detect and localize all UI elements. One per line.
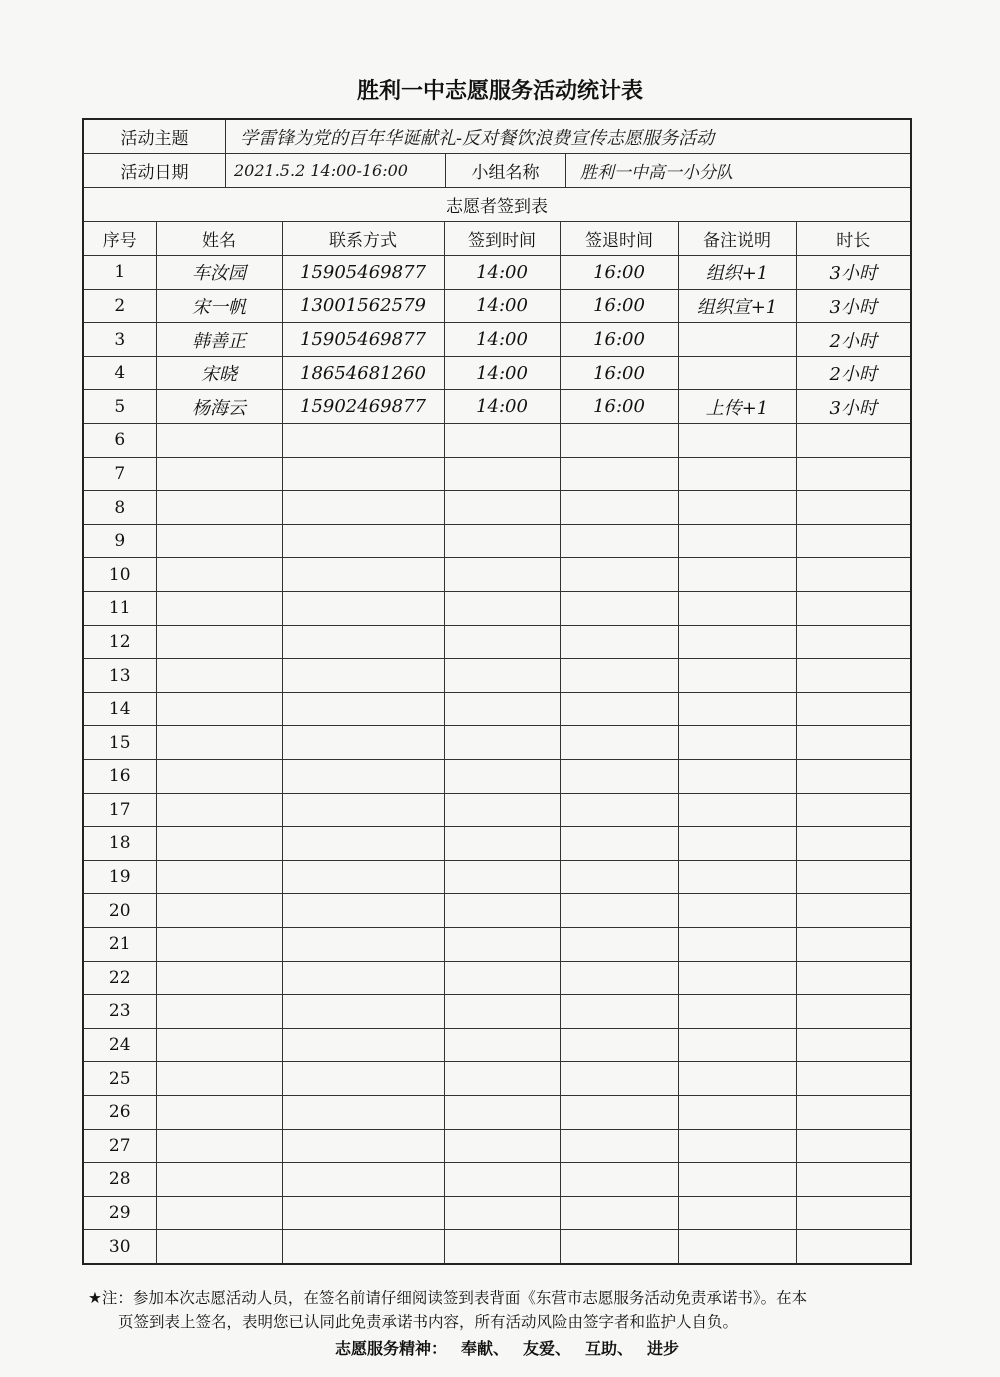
table-row [84, 424, 910, 458]
hours-cell [796, 760, 910, 794]
phone-cell [282, 860, 444, 894]
table-row [84, 995, 910, 1029]
phone-cell [282, 1163, 444, 1197]
name-cell [156, 1196, 282, 1230]
signin-time-cell [444, 592, 560, 626]
table-row [84, 323, 910, 357]
hours-cell: 2小时 [796, 323, 910, 357]
row-number: 30 [84, 1230, 156, 1264]
name-cell [156, 894, 282, 928]
signin-time-cell: 14:00 [444, 323, 560, 357]
signout-time-cell [560, 491, 678, 525]
statistics-sheet [82, 118, 912, 1265]
hours-cell [796, 894, 910, 928]
name-cell: 宋晓 [156, 356, 282, 390]
phone-cell [282, 659, 444, 693]
note-cell [678, 692, 796, 726]
name-cell: 韩善正 [156, 323, 282, 357]
table-row [84, 860, 910, 894]
signin-time-cell [444, 1163, 560, 1197]
signin-time-cell [444, 457, 560, 491]
hours-cell: 3小时 [796, 289, 910, 323]
hours-cell [796, 659, 910, 693]
note-line-2: 页签到表上签名，表明您已认同此免责承诺书内容，所有活动风险由签字者和监护人自负。 [118, 1313, 739, 1331]
signin-time-cell [444, 827, 560, 861]
name-cell [156, 1163, 282, 1197]
name-cell [156, 1062, 282, 1096]
row-number: 28 [84, 1163, 156, 1197]
row-number: 27 [84, 1129, 156, 1163]
header-name: 姓名 [156, 222, 282, 256]
row-number: 18 [84, 827, 156, 861]
signout-time-cell [560, 1163, 678, 1197]
hours-cell [796, 1062, 910, 1096]
signin-time-cell: 14:00 [444, 390, 560, 424]
table-row [84, 894, 910, 928]
topic-label: 活动主题 [84, 120, 226, 153]
note-cell [678, 1163, 796, 1197]
note-cell [678, 894, 796, 928]
date-row [84, 154, 910, 188]
note-cell [678, 726, 796, 760]
note-cell [678, 961, 796, 995]
phone-cell [282, 558, 444, 592]
header-signout-time: 签退时间 [560, 222, 678, 256]
signin-time-cell [444, 558, 560, 592]
signin-time-cell [444, 860, 560, 894]
table-row [84, 659, 910, 693]
hours-cell [796, 692, 910, 726]
row-number: 11 [84, 592, 156, 626]
name-cell [156, 524, 282, 558]
name-cell [156, 726, 282, 760]
signout-time-cell: 16:00 [560, 390, 678, 424]
footer-note [88, 1286, 918, 1334]
hours-cell: 3小时 [796, 390, 910, 424]
spirit-value: 进步 [647, 1339, 680, 1358]
signin-time-cell [444, 692, 560, 726]
phone-cell [282, 625, 444, 659]
phone-cell [282, 961, 444, 995]
signin-time-cell [444, 927, 560, 961]
note-cell [678, 659, 796, 693]
signout-time-cell [560, 424, 678, 458]
signout-time-cell [560, 927, 678, 961]
name-cell [156, 659, 282, 693]
table-row [84, 726, 910, 760]
note-cell: 组织宣+1 [678, 289, 796, 323]
row-number: 5 [84, 390, 156, 424]
note-cell [678, 1095, 796, 1129]
phone-cell [282, 1196, 444, 1230]
name-cell [156, 558, 282, 592]
signin-time-cell [444, 1095, 560, 1129]
note-cell [678, 592, 796, 626]
phone-cell [282, 927, 444, 961]
table-row [84, 1129, 910, 1163]
header-phone: 联系方式 [282, 222, 444, 256]
note-cell [678, 625, 796, 659]
signin-time-cell: 14:00 [444, 356, 560, 390]
name-cell [156, 1028, 282, 1062]
hours-cell: 3小时 [796, 256, 910, 290]
row-number: 17 [84, 793, 156, 827]
signin-time-cell [444, 491, 560, 525]
note-cell [678, 860, 796, 894]
phone-cell [282, 1129, 444, 1163]
note-cell [678, 356, 796, 390]
phone-cell [282, 424, 444, 458]
name-cell [156, 860, 282, 894]
phone-cell: 15902469877 [282, 390, 444, 424]
phone-cell [282, 1230, 444, 1264]
hours-cell [796, 625, 910, 659]
signin-time-cell [444, 793, 560, 827]
phone-cell [282, 827, 444, 861]
note-line-1: ★注：参加本次志愿活动人员，在签名前请仔细阅读签到表背面《东营市志愿服务活动免责承诺书》。在本 [88, 1289, 808, 1307]
name-cell: 杨海云 [156, 390, 282, 424]
note-cell: 上传+1 [678, 390, 796, 424]
signin-time-cell: 14:00 [444, 289, 560, 323]
hours-cell [796, 860, 910, 894]
header-hours: 时长 [796, 222, 910, 256]
note-cell [678, 1196, 796, 1230]
name-cell [156, 1129, 282, 1163]
signout-time-cell [560, 1230, 678, 1264]
signin-time-cell [444, 760, 560, 794]
name-cell [156, 692, 282, 726]
note-cell [678, 995, 796, 1029]
note-cell [678, 1028, 796, 1062]
row-number: 16 [84, 760, 156, 794]
phone-cell [282, 592, 444, 626]
phone-cell [282, 760, 444, 794]
table-row [84, 1230, 910, 1264]
hours-cell [796, 1196, 910, 1230]
signout-time-cell: 16:00 [560, 289, 678, 323]
signin-time-cell [444, 995, 560, 1029]
phone-cell [282, 491, 444, 525]
table-row [84, 827, 910, 861]
signin-time-cell [444, 524, 560, 558]
table-row [84, 491, 910, 525]
table-row [84, 390, 910, 424]
phone-cell [282, 1062, 444, 1096]
hours-cell [796, 558, 910, 592]
name-cell [156, 995, 282, 1029]
signout-time-cell [560, 457, 678, 491]
table-row [84, 927, 910, 961]
hours-cell [796, 457, 910, 491]
signout-time-cell [560, 625, 678, 659]
phone-cell: 13001562579 [282, 289, 444, 323]
signout-time-cell: 16:00 [560, 356, 678, 390]
name-cell [156, 625, 282, 659]
note-cell [678, 491, 796, 525]
signout-time-cell [560, 961, 678, 995]
table-row [84, 760, 910, 794]
row-number: 29 [84, 1196, 156, 1230]
note-cell [678, 1129, 796, 1163]
name-cell [156, 592, 282, 626]
note-cell [678, 558, 796, 592]
hours-cell [796, 961, 910, 995]
row-number: 26 [84, 1095, 156, 1129]
note-cell [678, 524, 796, 558]
table-row [84, 356, 910, 390]
table-row [84, 592, 910, 626]
row-number: 20 [84, 894, 156, 928]
hours-cell [796, 1095, 910, 1129]
hours-cell [796, 424, 910, 458]
row-number: 23 [84, 995, 156, 1029]
table-row [84, 457, 910, 491]
signout-time-cell [560, 726, 678, 760]
table-row [84, 1062, 910, 1096]
signout-time-cell [560, 1062, 678, 1096]
hours-cell [796, 1163, 910, 1197]
spirit-value: 互助、 [585, 1339, 634, 1358]
table-row [84, 961, 910, 995]
date-label: 活动日期 [84, 154, 226, 187]
row-number: 15 [84, 726, 156, 760]
signout-time-cell [560, 793, 678, 827]
signout-time-cell [560, 995, 678, 1029]
topic-value: 学雷锋为党的百年华诞献礼-反对餐饮浪费宣传志愿服务活动 [240, 127, 715, 149]
phone-cell [282, 692, 444, 726]
signin-time-cell [444, 659, 560, 693]
signout-time-cell [560, 558, 678, 592]
name-cell [156, 1230, 282, 1264]
row-number: 9 [84, 524, 156, 558]
phone-cell [282, 793, 444, 827]
row-number: 4 [84, 356, 156, 390]
row-number: 12 [84, 625, 156, 659]
signout-time-cell: 16:00 [560, 323, 678, 357]
signin-time-cell [444, 894, 560, 928]
name-cell [156, 793, 282, 827]
header-note: 备注说明 [678, 222, 796, 256]
phone-cell [282, 726, 444, 760]
signout-time-cell [560, 1095, 678, 1129]
signin-time-cell [444, 1230, 560, 1264]
phone-cell [282, 995, 444, 1029]
note-cell [678, 323, 796, 357]
note-cell [678, 1230, 796, 1264]
signout-time-cell [560, 760, 678, 794]
signout-time-cell [560, 524, 678, 558]
name-cell [156, 457, 282, 491]
signout-time-cell [560, 1196, 678, 1230]
topic-row [84, 120, 910, 154]
table-row [84, 1196, 910, 1230]
spirit-value: 奉献、 [460, 1339, 509, 1358]
signin-time-cell [444, 625, 560, 659]
spirit-value: 友爱、 [522, 1339, 571, 1358]
row-number: 13 [84, 659, 156, 693]
name-cell [156, 927, 282, 961]
signin-time-cell [444, 1196, 560, 1230]
table-row [84, 1028, 910, 1062]
row-number: 25 [84, 1062, 156, 1096]
signin-title: 志愿者签到表 [84, 188, 910, 222]
name-cell [156, 827, 282, 861]
signout-time-cell [560, 827, 678, 861]
form-title: 胜利一中志愿服务活动统计表 [356, 79, 643, 104]
hours-cell [796, 491, 910, 525]
note-cell [678, 793, 796, 827]
hours-cell [796, 1028, 910, 1062]
hours-cell [796, 827, 910, 861]
table-row [84, 289, 910, 323]
signin-table [84, 222, 910, 1263]
row-number: 2 [84, 289, 156, 323]
signout-time-cell [560, 860, 678, 894]
row-number: 24 [84, 1028, 156, 1062]
group-label: 小组名称 [446, 154, 566, 187]
signout-time-cell [560, 1129, 678, 1163]
note-cell [678, 760, 796, 794]
note-cell [678, 1062, 796, 1096]
volunteer-spirit [0, 1336, 1000, 1359]
note-cell [678, 827, 796, 861]
table-row [84, 524, 910, 558]
name-cell: 车汝园 [156, 256, 282, 290]
row-number: 3 [84, 323, 156, 357]
table-row [84, 558, 910, 592]
table-row [84, 256, 910, 290]
name-cell [156, 961, 282, 995]
signout-time-cell [560, 894, 678, 928]
phone-cell [282, 1095, 444, 1129]
name-cell [156, 760, 282, 794]
table-row [84, 692, 910, 726]
signin-time-cell [444, 961, 560, 995]
hours-cell [796, 995, 910, 1029]
name-cell [156, 491, 282, 525]
signout-time-cell [560, 659, 678, 693]
phone-cell [282, 457, 444, 491]
signin-time-cell [444, 1062, 560, 1096]
date-value: 2021.5.2 14:00-16:00 [226, 154, 446, 187]
signin-time-cell [444, 424, 560, 458]
name-cell: 宋一帆 [156, 289, 282, 323]
row-number: 21 [84, 927, 156, 961]
note-cell: 组织+1 [678, 256, 796, 290]
phone-cell: 18654681260 [282, 356, 444, 390]
row-number: 22 [84, 961, 156, 995]
hours-cell [796, 927, 910, 961]
signin-time-cell [444, 1028, 560, 1062]
note-cell [678, 424, 796, 458]
row-number: 14 [84, 692, 156, 726]
signout-time-cell [560, 592, 678, 626]
note-cell [678, 927, 796, 961]
signout-time-cell [560, 1028, 678, 1062]
group-value: 胜利一中高一小分队 [580, 163, 733, 183]
table-row [84, 1163, 910, 1197]
header-no: 序号 [84, 222, 156, 256]
hours-cell [796, 1230, 910, 1264]
hours-cell [796, 524, 910, 558]
phone-cell: 15905469877 [282, 256, 444, 290]
name-cell [156, 424, 282, 458]
signout-time-cell [560, 692, 678, 726]
row-number: 19 [84, 860, 156, 894]
hours-cell [796, 726, 910, 760]
row-number: 1 [84, 256, 156, 290]
table-row [84, 625, 910, 659]
hours-cell [796, 592, 910, 626]
hours-cell [796, 793, 910, 827]
name-cell [156, 1095, 282, 1129]
row-number: 6 [84, 424, 156, 458]
phone-cell [282, 894, 444, 928]
spirit-label: 志愿服务精神： [334, 1339, 447, 1358]
signin-time-cell [444, 1129, 560, 1163]
phone-cell [282, 524, 444, 558]
signin-time-cell [444, 726, 560, 760]
table-row [84, 793, 910, 827]
table-header-row [84, 222, 910, 256]
row-number: 8 [84, 491, 156, 525]
signin-time-cell: 14:00 [444, 256, 560, 290]
row-number: 7 [84, 457, 156, 491]
hours-cell: 2小时 [796, 356, 910, 390]
note-cell [678, 457, 796, 491]
hours-cell [796, 1129, 910, 1163]
table-row [84, 1095, 910, 1129]
signout-time-cell: 16:00 [560, 256, 678, 290]
header-signin-time: 签到时间 [444, 222, 560, 256]
phone-cell [282, 1028, 444, 1062]
phone-cell: 15905469877 [282, 323, 444, 357]
row-number: 10 [84, 558, 156, 592]
